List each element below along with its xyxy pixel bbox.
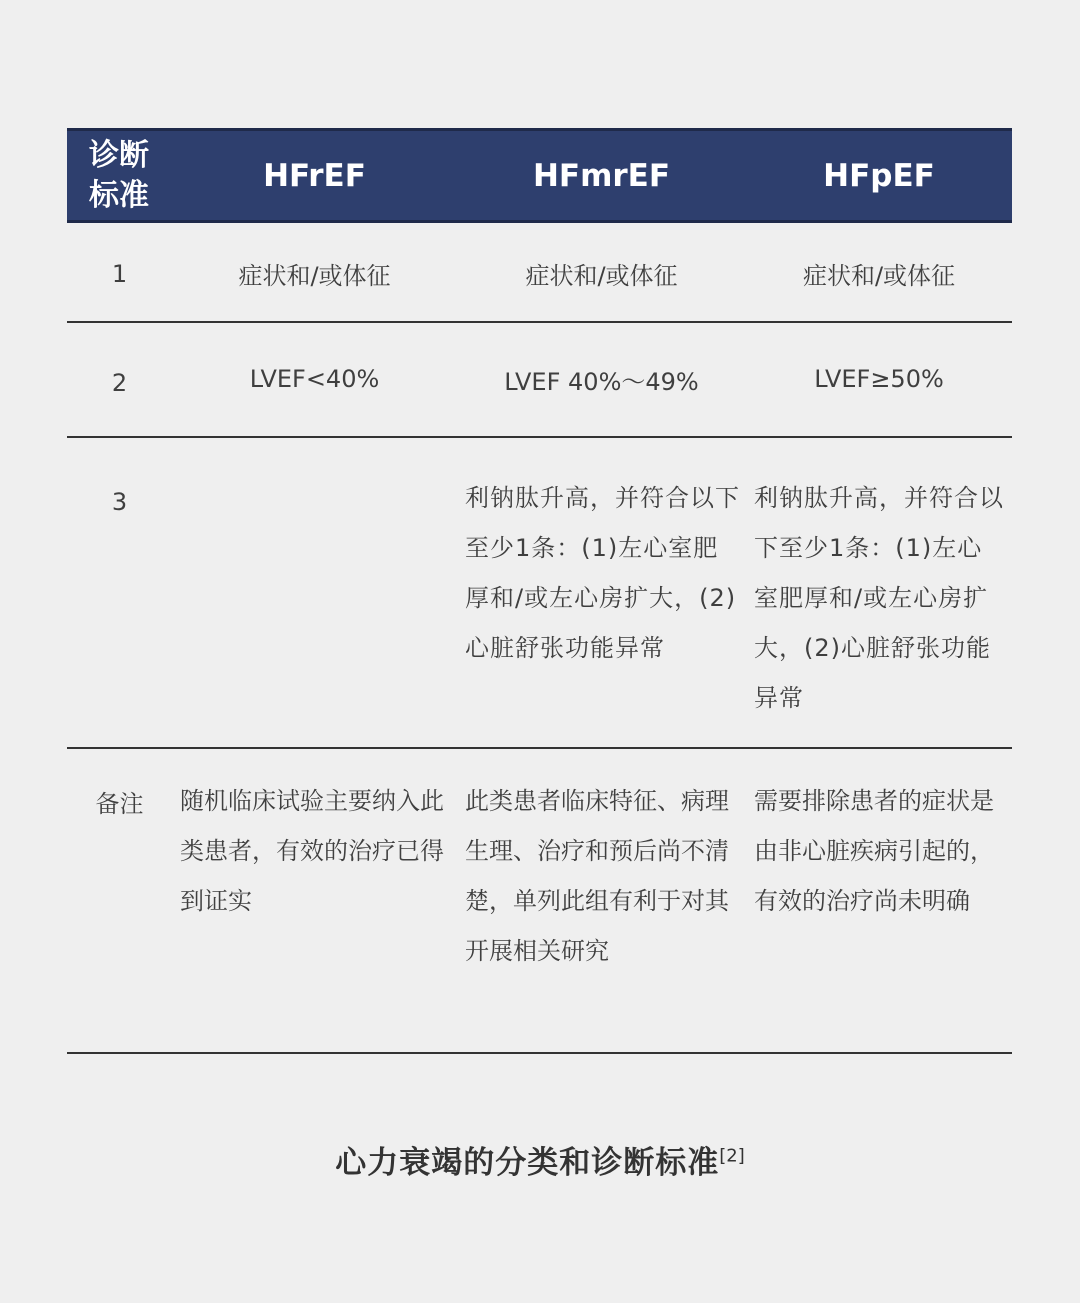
table-cell: LVEF≥50% (746, 322, 1012, 437)
table-body (67, 222, 1012, 1053)
table-cell (172, 437, 457, 748)
table-cell: LVEF<40% (172, 322, 457, 437)
table-row (67, 322, 1012, 437)
table-cell: 症状和/或体征 (746, 222, 1012, 322)
caption-text: 心力衰竭的分类和诊断标准 (335, 1145, 720, 1181)
row-label: 2 (67, 322, 172, 437)
row-label: 1 (67, 222, 172, 322)
table-cell (172, 748, 457, 1053)
table-cell: 症状和/或体征 (172, 222, 457, 322)
header-hfmref: HFmrEF (457, 130, 746, 222)
row-label: 备注 (67, 748, 172, 1053)
table-row (67, 748, 1012, 1053)
header-hfpef: HFpEF (746, 130, 1012, 222)
header-criteria-line1: 诊断 (89, 137, 149, 173)
table-cell (746, 437, 1012, 748)
table-row (67, 437, 1012, 748)
cell-text: 需要排除患者的症状是由非心脏疾病引起的，有效的治疗尚未明确 (754, 786, 994, 915)
caption-reference: [2] (719, 1145, 745, 1167)
header-row (67, 130, 1012, 222)
table-cell (457, 437, 746, 748)
cell-text: 利钠肽升高，并符合以下至少1条：(1)左心室肥厚和/或左心房扩大，(2)心脏舒张功能异常 (754, 483, 1004, 712)
table-cell: 症状和/或体征 (457, 222, 746, 322)
cell-text (172, 438, 457, 473)
table-cell: LVEF 40%～49% (457, 322, 746, 437)
table-caption (0, 1137, 1080, 1182)
table-cell (746, 748, 1012, 1053)
table-header (67, 130, 1012, 222)
header-criteria (67, 130, 172, 222)
cell-text: 随机临床试验主要纳入此类患者，有效的治疗已得到证实 (180, 786, 444, 915)
cell-text: 此类患者临床特征、病理生理、治疗和预后尚不清楚，单列此组有利于对其开展相关研究 (465, 786, 729, 965)
row-label: 3 (67, 437, 172, 748)
header-criteria-line2: 标准 (89, 177, 149, 213)
table-row (67, 222, 1012, 322)
cell-text: 利钠肽升高，并符合以下至少1条：(1)左心室肥厚和/或左心房扩大，(2)心脏舒张功能异常 (465, 483, 740, 662)
table-cell (457, 748, 746, 1053)
header-hfref: HFrEF (172, 130, 457, 222)
diagnosis-table (67, 128, 1012, 1054)
